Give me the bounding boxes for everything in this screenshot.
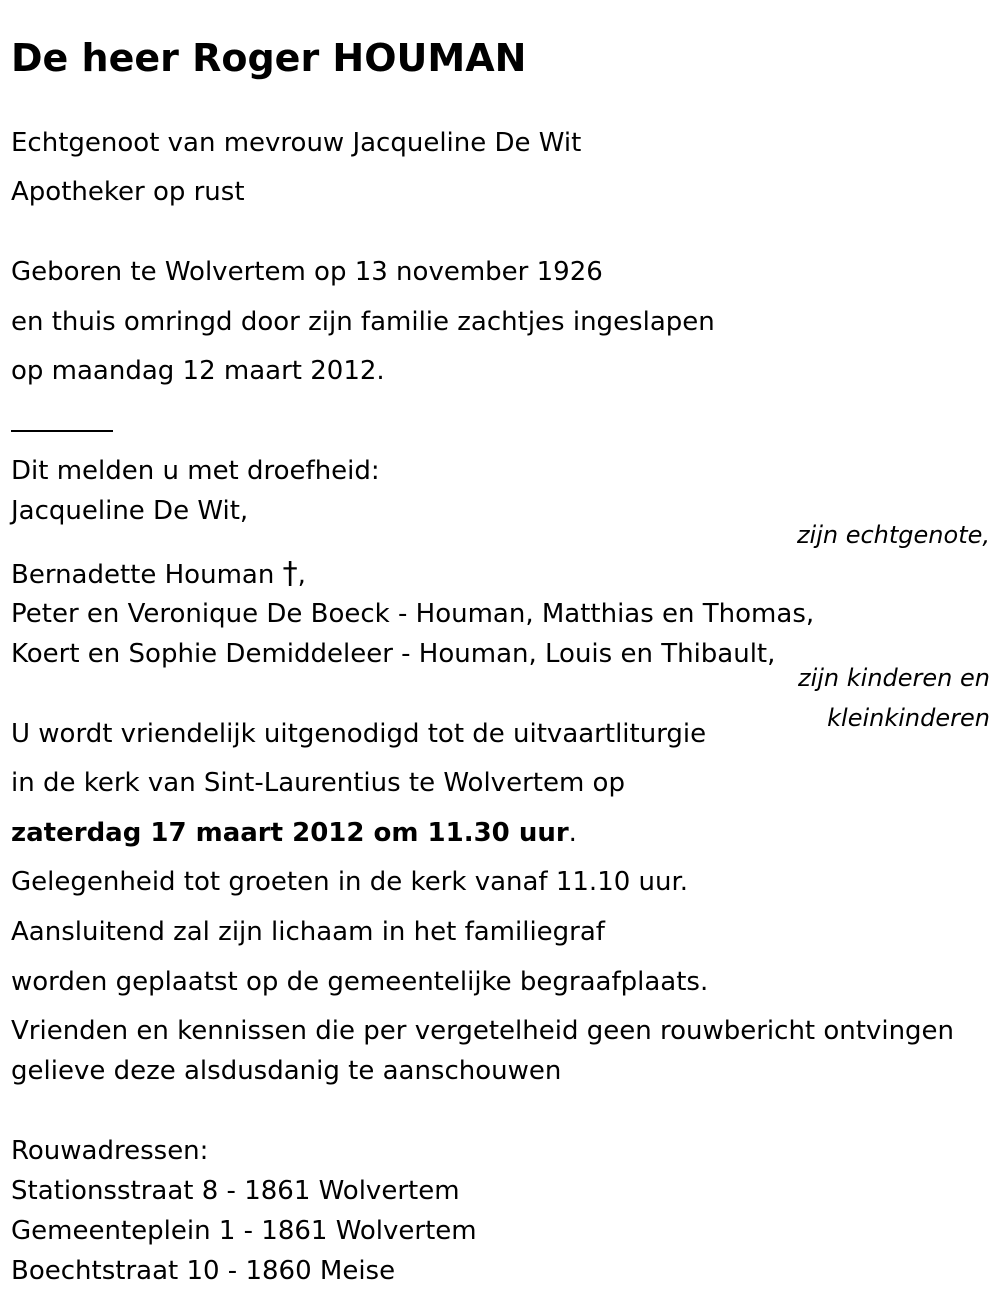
- child-name-1: Bernadette Houman: [11, 560, 275, 590]
- children-role-2: kleinkinderen: [827, 704, 990, 732]
- address-2: Gemeenteplein 1 - 1861 Wolvertem: [11, 1216, 477, 1246]
- child-line-1-suffix: ,: [297, 560, 306, 590]
- funeral-date: [11, 818, 577, 848]
- funeral-line-4: Gelegenheid tot groeten in de kerk vanaf 11.10 uur.: [11, 867, 689, 897]
- death-line-1: en thuis omringd door zijn familie zachtjes ingeslapen: [11, 307, 715, 337]
- child-line-2: Peter en Veronique De Boeck - Houman, Matthias en Thomas,: [11, 599, 815, 629]
- death-line-2: op maandag 12 maart 2012.: [11, 356, 385, 386]
- page-title: De heer Roger HOUMAN: [11, 36, 527, 80]
- funeral-line-7: Vrienden en kennissen die per vergetelheid geen rouwbericht ontvingen: [11, 1016, 955, 1046]
- birth-line: Geboren te Wolvertem op 13 november 1926: [11, 257, 603, 287]
- funeral-date-period: .: [568, 818, 577, 848]
- funeral-line-5: Aansluitend zal zijn lichaam in het familiegraf: [11, 917, 605, 947]
- child-line-1: [11, 556, 306, 591]
- announcement-heading: Dit melden u met droefheid:: [11, 456, 380, 486]
- spouse-name: Jacqueline De Wit,: [11, 496, 249, 526]
- profession-line: Apotheker op rust: [11, 177, 245, 207]
- children-role-1: zijn kinderen en: [798, 664, 990, 692]
- funeral-line-1: U wordt vriendelijk uitgenodigd tot de uitvaartliturgie: [11, 719, 707, 749]
- address-3: Boechtstraat 10 - 1860 Meise: [11, 1256, 396, 1286]
- divider: [11, 430, 113, 432]
- child-line-3: Koert en Sophie Demiddeleer - Houman, Louis en Thibault,: [11, 639, 776, 669]
- funeral-date-bold: zaterdag 17 maart 2012 om 11.30 uur: [11, 818, 569, 848]
- address-1: Stationsstraat 8 - 1861 Wolvertem: [11, 1176, 460, 1206]
- funeral-line-2: in de kerk van Sint-Laurentius te Wolvertem op: [11, 768, 625, 798]
- spouse-role: zijn echtgenote,: [796, 521, 990, 549]
- spouse-line: Echtgenoot van mevrouw Jacqueline De Wit: [11, 128, 582, 158]
- funeral-line-8: gelieve deze alsdusdanig te aanschouwen: [11, 1056, 562, 1086]
- funeral-line-6: worden geplaatst op de gemeentelijke begraafplaats.: [11, 967, 709, 997]
- addresses-heading: Rouwadressen:: [11, 1136, 209, 1166]
- cross-icon: †: [282, 556, 298, 591]
